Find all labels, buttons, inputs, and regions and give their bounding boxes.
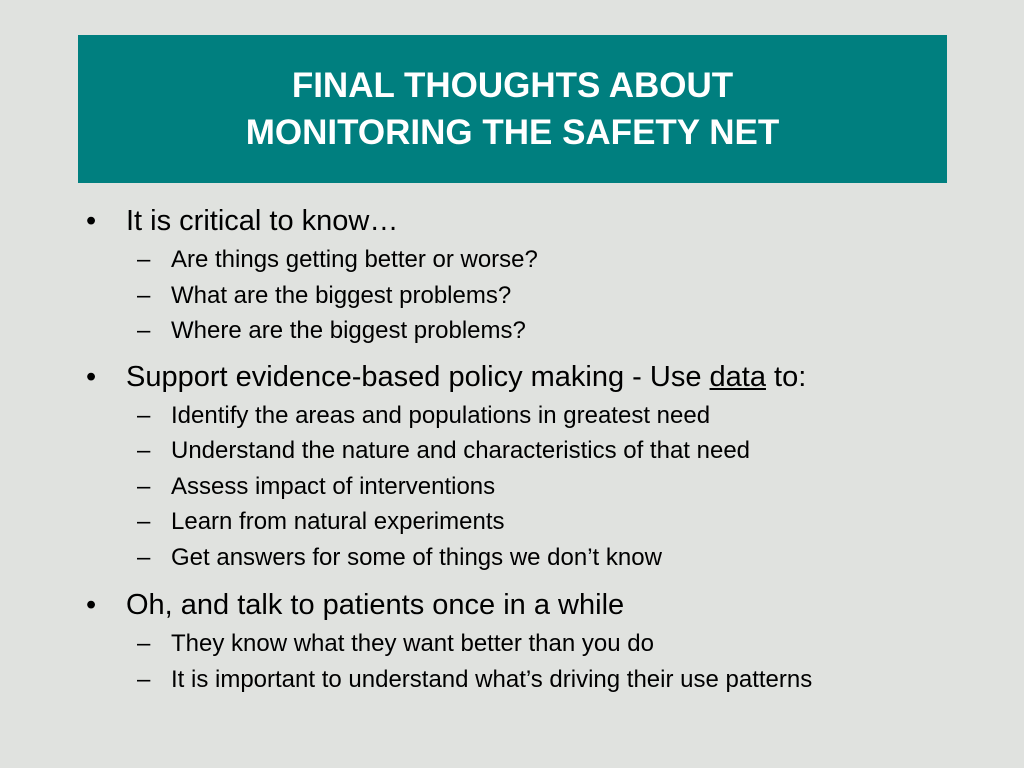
- title-line-2: MONITORING THE SAFETY NET: [245, 113, 780, 152]
- dash-icon: –: [137, 437, 151, 464]
- dash-icon: –: [137, 665, 151, 693]
- sub-bullet-item: [86, 398, 986, 434]
- sub-bullet-item: [86, 469, 986, 505]
- sub-bullet-item: [86, 433, 986, 469]
- sub-bullet-text: Get answers for some of things we don’t know: [171, 543, 662, 571]
- bullet-text-after: to:: [765, 360, 807, 393]
- bullet-icon: •: [86, 205, 97, 237]
- dash-icon: –: [137, 508, 151, 535]
- bullet-text: It is critical to know…: [126, 205, 399, 237]
- sub-bullet-item: [86, 662, 986, 698]
- bullet-item: [86, 200, 986, 242]
- sub-bullet-item: [86, 540, 986, 576]
- sub-bullet-text: What are the biggest problems?: [171, 281, 512, 309]
- dash-icon: –: [137, 630, 151, 657]
- bullet-group: [86, 200, 986, 349]
- sub-bullet-item: [86, 504, 986, 540]
- dash-icon: –: [137, 317, 151, 344]
- bullet-group: [86, 584, 986, 697]
- sub-bullet-item: [86, 242, 986, 278]
- title-banner: [78, 35, 947, 183]
- sub-bullet-text: They know what they want better than you do: [171, 630, 654, 657]
- sub-bullet-text: Where are the biggest problems?: [171, 317, 526, 344]
- dash-icon: –: [137, 543, 151, 571]
- sub-bullet-text: Assess impact of interventions: [171, 472, 496, 500]
- bullet-text: Oh, and talk to patients once in a while: [126, 589, 625, 621]
- dash-icon: –: [137, 401, 151, 429]
- dash-icon: –: [137, 472, 151, 500]
- sub-bullet-text: Identify the areas and populations in greatest need: [171, 401, 711, 429]
- bullet-list: [86, 200, 986, 697]
- bullet-item: [86, 356, 986, 398]
- sub-bullet-item: [86, 313, 986, 349]
- dash-icon: –: [137, 246, 151, 273]
- bullet-item: [86, 584, 986, 626]
- sub-bullet-item: [86, 278, 986, 314]
- sub-bullet-text: Understand the nature and characteristics of that need: [171, 437, 751, 464]
- sub-bullet-text: It is important to understand what’s driving their use patterns: [171, 665, 813, 693]
- sub-bullet-text: Learn from natural experiments: [171, 508, 505, 535]
- sub-bullet-item: [86, 626, 986, 662]
- title-line-1: FINAL THOUGHTS ABOUT: [291, 66, 734, 105]
- bullet-group: [86, 356, 986, 576]
- dash-icon: –: [137, 281, 151, 309]
- bullet-text-underlined: data: [709, 360, 766, 393]
- bullet-text-before: Support evidence-based policy making - Use: [126, 360, 710, 393]
- bullet-icon: •: [86, 360, 97, 393]
- sub-bullet-text: Are things getting better or worse?: [171, 246, 538, 273]
- bullet-icon: •: [86, 589, 97, 621]
